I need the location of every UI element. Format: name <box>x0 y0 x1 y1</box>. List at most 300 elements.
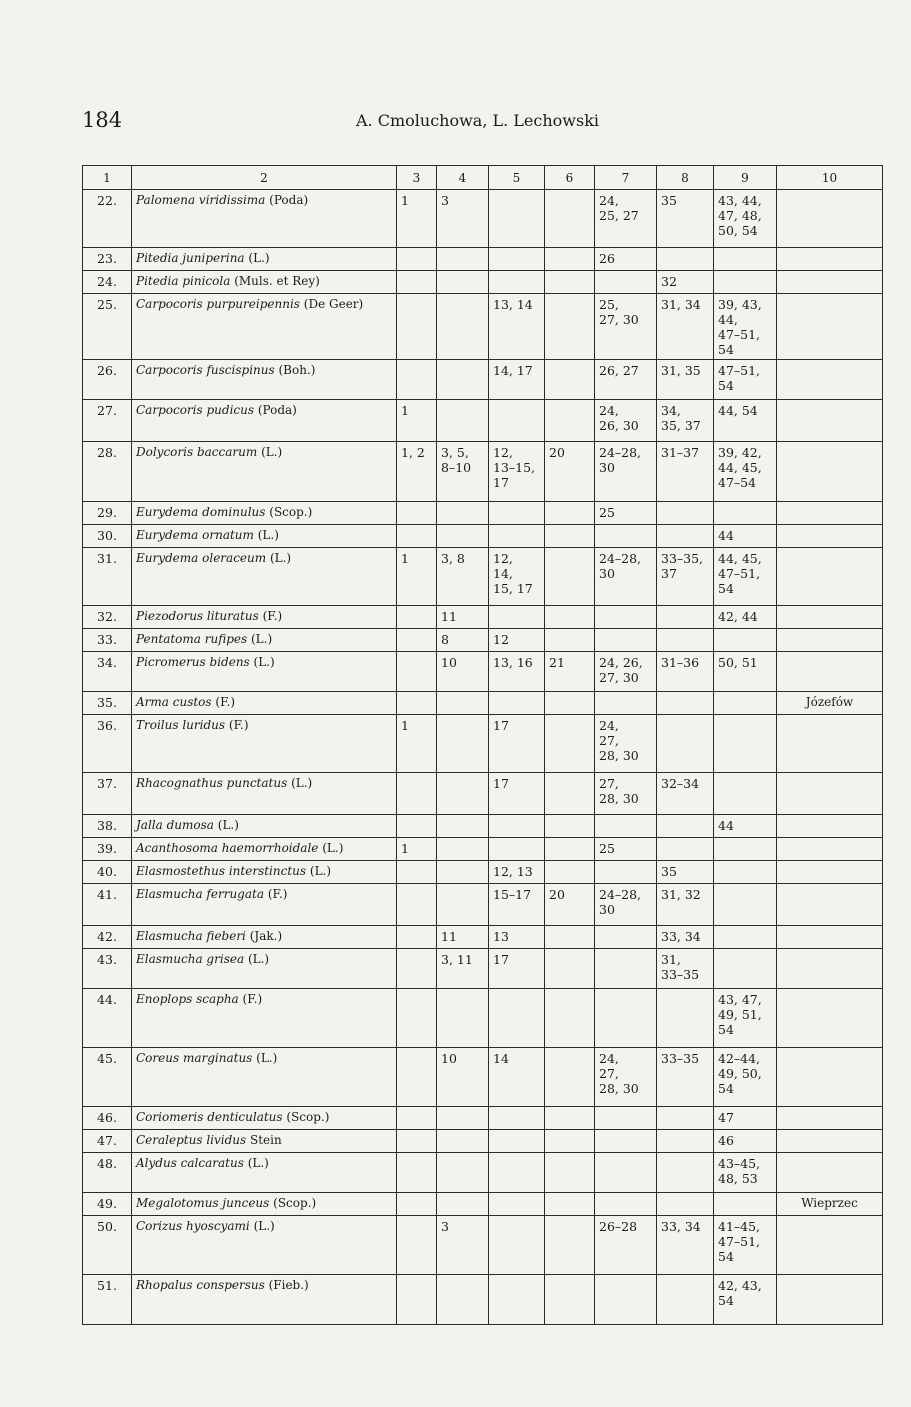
cell-col-7 <box>595 1275 657 1325</box>
cell-col-7: 25, 27, 30 <box>595 294 657 360</box>
cell-col-5: 14 <box>489 1048 545 1107</box>
species-author: (L.) <box>247 952 270 966</box>
species-cell <box>132 360 397 400</box>
cell-col-3 <box>397 502 437 525</box>
species-cell <box>132 1130 397 1153</box>
row-number: 51. <box>83 1275 132 1325</box>
cell-col-6 <box>545 715 595 773</box>
cell-col-8 <box>657 815 714 838</box>
species-name: Rhacognathus punctatus <box>136 776 288 790</box>
species-author: (Jak.) <box>249 929 283 943</box>
row-number: 39. <box>83 838 132 861</box>
cell-col-6 <box>545 271 595 294</box>
table-row <box>83 652 883 692</box>
species-author: (Muls. et Rey) <box>234 274 320 288</box>
cell-col-10 <box>777 271 883 294</box>
table-row <box>83 360 883 400</box>
cell-col-3 <box>397 773 437 815</box>
cell-col-4: 3, 8 <box>437 548 489 606</box>
cell-col-8: 33–35, 37 <box>657 548 714 606</box>
column-header-7: 7 <box>595 166 657 190</box>
cell-col-3 <box>397 1130 437 1153</box>
cell-col-5: 13 <box>489 926 545 949</box>
cell-col-5: 12 <box>489 629 545 652</box>
table-row <box>83 815 883 838</box>
species-name: Elasmucha ferrugata <box>136 887 264 901</box>
species-cell <box>132 773 397 815</box>
cell-col-6 <box>545 773 595 815</box>
species-author: Stein <box>250 1133 282 1147</box>
table-row <box>83 525 883 548</box>
cell-col-10 <box>777 989 883 1048</box>
cell-col-8 <box>657 248 714 271</box>
cell-col-8: 32 <box>657 271 714 294</box>
species-cell <box>132 1193 397 1216</box>
cell-col-10 <box>777 861 883 884</box>
cell-col-9: 44, 54 <box>714 400 777 442</box>
cell-col-8: 34, 35, 37 <box>657 400 714 442</box>
cell-col-7: 24, 26, 30 <box>595 400 657 442</box>
cell-col-9 <box>714 838 777 861</box>
table-row <box>83 548 883 606</box>
cell-col-8: 31, 33–35 <box>657 949 714 989</box>
row-number: 28. <box>83 442 132 502</box>
cell-col-3 <box>397 606 437 629</box>
row-number: 27. <box>83 400 132 442</box>
cell-col-5: 12, 13 <box>489 861 545 884</box>
cell-col-9 <box>714 773 777 815</box>
cell-col-3 <box>397 884 437 926</box>
cell-col-3: 1 <box>397 838 437 861</box>
cell-col-3 <box>397 294 437 360</box>
cell-col-9: 43–45, 48, 53 <box>714 1153 777 1193</box>
cell-col-5 <box>489 692 545 715</box>
species-author: (L.) <box>247 1156 269 1170</box>
species-name: Pitedia pinicola <box>136 274 231 288</box>
species-cell <box>132 248 397 271</box>
cell-col-7 <box>595 271 657 294</box>
cell-col-4 <box>437 715 489 773</box>
cell-col-8 <box>657 629 714 652</box>
species-cell <box>132 949 397 989</box>
row-number: 22. <box>83 190 132 248</box>
cell-col-4 <box>437 692 489 715</box>
cell-col-4 <box>437 861 489 884</box>
column-header-8: 8 <box>657 166 714 190</box>
cell-col-10 <box>777 1048 883 1107</box>
cell-col-5 <box>489 271 545 294</box>
cell-col-7: 24, 27, 28, 30 <box>595 715 657 773</box>
cell-col-10: Wieprzec <box>777 1193 883 1216</box>
species-author: (L.) <box>256 1051 278 1065</box>
row-number: 33. <box>83 629 132 652</box>
cell-col-4: 11 <box>437 926 489 949</box>
species-cell <box>132 926 397 949</box>
row-number: 34. <box>83 652 132 692</box>
cell-col-4: 3 <box>437 1216 489 1275</box>
column-header-4: 4 <box>437 166 489 190</box>
cell-col-6 <box>545 190 595 248</box>
cell-col-10 <box>777 190 883 248</box>
species-author: (Scop.) <box>273 1196 317 1210</box>
cell-col-4: 3 <box>437 190 489 248</box>
cell-col-10 <box>777 715 883 773</box>
cell-col-9 <box>714 861 777 884</box>
cell-col-9 <box>714 629 777 652</box>
cell-col-8 <box>657 606 714 629</box>
cell-col-5: 17 <box>489 773 545 815</box>
cell-col-3 <box>397 652 437 692</box>
cell-col-10 <box>777 1107 883 1130</box>
cell-col-8 <box>657 502 714 525</box>
cell-col-6: 20 <box>545 442 595 502</box>
cell-col-6 <box>545 1193 595 1216</box>
species-name: Pentatoma rufipes <box>136 632 248 646</box>
cell-col-10 <box>777 1275 883 1325</box>
cell-col-7 <box>595 949 657 989</box>
cell-col-8: 33–35 <box>657 1048 714 1107</box>
cell-col-3: 1 <box>397 715 437 773</box>
cell-col-4 <box>437 271 489 294</box>
cell-col-8 <box>657 838 714 861</box>
cell-col-3 <box>397 271 437 294</box>
cell-col-9 <box>714 692 777 715</box>
species-name: Corizus hyoscyami <box>136 1219 250 1233</box>
cell-col-6 <box>545 400 595 442</box>
species-cell <box>132 652 397 692</box>
species-name: Alydus calcaratus <box>136 1156 244 1170</box>
row-number: 24. <box>83 271 132 294</box>
cell-col-7 <box>595 1193 657 1216</box>
species-author: (L.) <box>248 251 270 265</box>
cell-col-7: 24–28, 30 <box>595 442 657 502</box>
species-author: (Fieb.) <box>268 1278 309 1292</box>
cell-col-5 <box>489 190 545 248</box>
species-name: Carpocoris purpureipennis <box>136 297 300 311</box>
row-number: 30. <box>83 525 132 548</box>
cell-col-10 <box>777 815 883 838</box>
cell-col-7: 26–28 <box>595 1216 657 1275</box>
cell-col-9: 42, 44 <box>714 606 777 629</box>
cell-col-6 <box>545 248 595 271</box>
page-header <box>0 108 911 136</box>
cell-col-8: 33, 34 <box>657 1216 714 1275</box>
cell-col-5 <box>489 400 545 442</box>
cell-col-7 <box>595 606 657 629</box>
cell-col-7 <box>595 815 657 838</box>
cell-col-9 <box>714 502 777 525</box>
species-name: Coreus marginatus <box>136 1051 253 1065</box>
cell-col-10 <box>777 652 883 692</box>
cell-col-6 <box>545 606 595 629</box>
cell-col-7 <box>595 926 657 949</box>
cell-col-7 <box>595 1130 657 1153</box>
species-name: Coriomeris denticulatus <box>136 1110 283 1124</box>
cell-col-10 <box>777 773 883 815</box>
table-row <box>83 692 883 715</box>
cell-col-3 <box>397 525 437 548</box>
cell-col-8: 31–37 <box>657 442 714 502</box>
cell-col-8: 35 <box>657 861 714 884</box>
cell-col-9: 46 <box>714 1130 777 1153</box>
species-author: (L.) <box>217 818 239 832</box>
cell-col-4 <box>437 360 489 400</box>
running-head-authors: A. Cmoluchowa, L. Lechowski <box>356 111 600 130</box>
row-number: 45. <box>83 1048 132 1107</box>
species-name: Palomena viridissima <box>136 193 266 207</box>
table-row <box>83 1193 883 1216</box>
species-name: Acanthosoma haemorrhoidale <box>136 841 319 855</box>
cell-col-7: 24, 26, 27, 30 <box>595 652 657 692</box>
table-row <box>83 248 883 271</box>
table-row <box>83 838 883 861</box>
cell-col-5 <box>489 1275 545 1325</box>
cell-col-5 <box>489 248 545 271</box>
column-header-6: 6 <box>545 166 595 190</box>
cell-col-4: 10 <box>437 652 489 692</box>
cell-col-5 <box>489 1193 545 1216</box>
species-cell <box>132 1216 397 1275</box>
cell-col-7: 25 <box>595 502 657 525</box>
cell-col-3 <box>397 989 437 1048</box>
cell-col-10 <box>777 525 883 548</box>
species-author: (F.) <box>262 609 283 623</box>
species-author: (L.) <box>322 841 344 855</box>
table-row <box>83 1130 883 1153</box>
column-header-5: 5 <box>489 166 545 190</box>
cell-col-5: 15–17 <box>489 884 545 926</box>
cell-col-6 <box>545 815 595 838</box>
cell-col-10 <box>777 1153 883 1193</box>
species-name: Eurydema oleraceum <box>136 551 267 565</box>
cell-col-3: 1, 2 <box>397 442 437 502</box>
species-name: Jalla dumosa <box>136 818 214 832</box>
cell-col-4 <box>437 838 489 861</box>
row-number: 41. <box>83 884 132 926</box>
species-cell <box>132 861 397 884</box>
cell-col-8 <box>657 1130 714 1153</box>
cell-col-7: 24–28, 30 <box>595 548 657 606</box>
cell-col-7 <box>595 525 657 548</box>
species-author: (L.) <box>261 445 283 459</box>
cell-col-7 <box>595 629 657 652</box>
cell-col-9 <box>714 926 777 949</box>
cell-col-7: 24, 27, 28, 30 <box>595 1048 657 1107</box>
table-row <box>83 294 883 360</box>
cell-col-6: 20 <box>545 884 595 926</box>
cell-col-9 <box>714 949 777 989</box>
cell-col-6 <box>545 1275 595 1325</box>
page-number: 184 <box>82 108 123 132</box>
table-row <box>83 1048 883 1107</box>
cell-col-3 <box>397 1153 437 1193</box>
species-name: Elasmostethus interstinctus <box>136 864 307 878</box>
cell-col-8 <box>657 692 714 715</box>
species-author: (L.) <box>250 632 273 646</box>
cell-col-9: 50, 51 <box>714 652 777 692</box>
cell-col-7: 25 <box>595 838 657 861</box>
cell-col-4: 10 <box>437 1048 489 1107</box>
cell-col-8 <box>657 1275 714 1325</box>
cell-col-9: 42–44, 49, 50, 54 <box>714 1048 777 1107</box>
column-header-3: 3 <box>397 166 437 190</box>
species-distribution-table <box>82 165 883 1325</box>
cell-col-5: 13, 14 <box>489 294 545 360</box>
cell-col-8: 31–36 <box>657 652 714 692</box>
table-row <box>83 190 883 248</box>
cell-col-9: 39, 43, 44, 47–51, 54 <box>714 294 777 360</box>
cell-col-6 <box>545 1153 595 1193</box>
cell-col-9: 39, 42, 44, 45, 47–54 <box>714 442 777 502</box>
cell-col-6 <box>545 692 595 715</box>
cell-col-7 <box>595 861 657 884</box>
cell-col-6 <box>545 548 595 606</box>
table-row <box>83 1153 883 1193</box>
cell-col-5: 17 <box>489 715 545 773</box>
cell-col-7 <box>595 1107 657 1130</box>
cell-col-4 <box>437 294 489 360</box>
species-author: (Scop.) <box>286 1110 330 1124</box>
cell-col-3 <box>397 360 437 400</box>
cell-col-10 <box>777 360 883 400</box>
species-author: (Poda) <box>257 403 297 417</box>
cell-col-7 <box>595 1153 657 1193</box>
species-name: Elasmucha grisea <box>136 952 245 966</box>
cell-col-4 <box>437 989 489 1048</box>
cell-col-3: 1 <box>397 400 437 442</box>
cell-col-9: 44 <box>714 525 777 548</box>
table-row <box>83 989 883 1048</box>
cell-col-5: 14, 17 <box>489 360 545 400</box>
cell-col-6 <box>545 502 595 525</box>
species-author: (L.) <box>253 655 275 669</box>
species-name: Elasmucha fieberi <box>136 929 246 943</box>
row-number: 46. <box>83 1107 132 1130</box>
species-cell <box>132 1153 397 1193</box>
table-header-row <box>83 166 883 190</box>
cell-col-9 <box>714 248 777 271</box>
species-author: (L.) <box>269 551 292 565</box>
species-name: Arma custos <box>136 695 212 709</box>
cell-col-8: 31, 35 <box>657 360 714 400</box>
species-cell <box>132 838 397 861</box>
cell-col-6 <box>545 1130 595 1153</box>
species-cell <box>132 692 397 715</box>
cell-col-10 <box>777 502 883 525</box>
cell-col-10 <box>777 1130 883 1153</box>
species-author: (L.) <box>309 864 332 878</box>
cell-col-3 <box>397 861 437 884</box>
cell-col-5: 17 <box>489 949 545 989</box>
species-author: (F.) <box>228 718 249 732</box>
cell-col-4 <box>437 1107 489 1130</box>
cell-col-10 <box>777 606 883 629</box>
cell-col-9: 43, 47, 49, 51, 54 <box>714 989 777 1048</box>
cell-col-5 <box>489 1153 545 1193</box>
table-row <box>83 861 883 884</box>
cell-col-8 <box>657 989 714 1048</box>
table-row <box>83 926 883 949</box>
cell-col-4 <box>437 525 489 548</box>
table-row <box>83 400 883 442</box>
cell-col-5: 12, 13–15, 17 <box>489 442 545 502</box>
species-author: (F.) <box>242 992 263 1006</box>
cell-col-10 <box>777 884 883 926</box>
cell-col-9: 42, 43, 54 <box>714 1275 777 1325</box>
cell-col-8 <box>657 715 714 773</box>
cell-col-7: 27, 28, 30 <box>595 773 657 815</box>
cell-col-10 <box>777 248 883 271</box>
cell-col-10 <box>777 1216 883 1275</box>
species-author: (Scop.) <box>269 505 313 519</box>
table-row <box>83 442 883 502</box>
species-author: (F.) <box>215 695 236 709</box>
species-cell <box>132 1275 397 1325</box>
row-number: 47. <box>83 1130 132 1153</box>
cell-col-6 <box>545 360 595 400</box>
row-number: 25. <box>83 294 132 360</box>
table-body <box>83 190 883 1325</box>
cell-col-4 <box>437 773 489 815</box>
column-header-2: 2 <box>132 166 397 190</box>
cell-col-5 <box>489 1216 545 1275</box>
cell-col-6 <box>545 525 595 548</box>
row-number: 36. <box>83 715 132 773</box>
species-cell <box>132 715 397 773</box>
cell-col-9: 41–45, 47–51, 54 <box>714 1216 777 1275</box>
species-cell <box>132 989 397 1048</box>
species-author: (Boh.) <box>278 363 316 377</box>
cell-col-10 <box>777 926 883 949</box>
cell-col-7: 24–28, 30 <box>595 884 657 926</box>
row-number: 48. <box>83 1153 132 1193</box>
cell-col-8 <box>657 525 714 548</box>
table-row <box>83 502 883 525</box>
cell-col-3 <box>397 629 437 652</box>
row-number: 49. <box>83 1193 132 1216</box>
cell-col-8 <box>657 1153 714 1193</box>
cell-col-4: 3, 5, 8–10 <box>437 442 489 502</box>
cell-col-7 <box>595 692 657 715</box>
table-row <box>83 949 883 989</box>
row-number: 23. <box>83 248 132 271</box>
species-name: Carpocoris pudicus <box>136 403 255 417</box>
row-number: 40. <box>83 861 132 884</box>
cell-col-3 <box>397 1107 437 1130</box>
cell-col-10 <box>777 294 883 360</box>
cell-col-10 <box>777 838 883 861</box>
species-cell <box>132 525 397 548</box>
cell-col-4: 11 <box>437 606 489 629</box>
cell-col-6 <box>545 1107 595 1130</box>
cell-col-5 <box>489 815 545 838</box>
row-number: 26. <box>83 360 132 400</box>
species-author: (L.) <box>257 528 279 542</box>
cell-col-4 <box>437 1193 489 1216</box>
cell-col-6 <box>545 949 595 989</box>
cell-col-8: 31, 34 <box>657 294 714 360</box>
cell-col-4: 8 <box>437 629 489 652</box>
cell-col-3: 1 <box>397 190 437 248</box>
cell-col-5 <box>489 502 545 525</box>
species-cell <box>132 400 397 442</box>
species-name: Pitedia juniperina <box>136 251 245 265</box>
cell-col-6 <box>545 838 595 861</box>
cell-col-6 <box>545 1216 595 1275</box>
species-cell <box>132 1048 397 1107</box>
cell-col-9: 43, 44, 47, 48, 50, 54 <box>714 190 777 248</box>
species-name: Eurydema dominulus <box>136 505 266 519</box>
